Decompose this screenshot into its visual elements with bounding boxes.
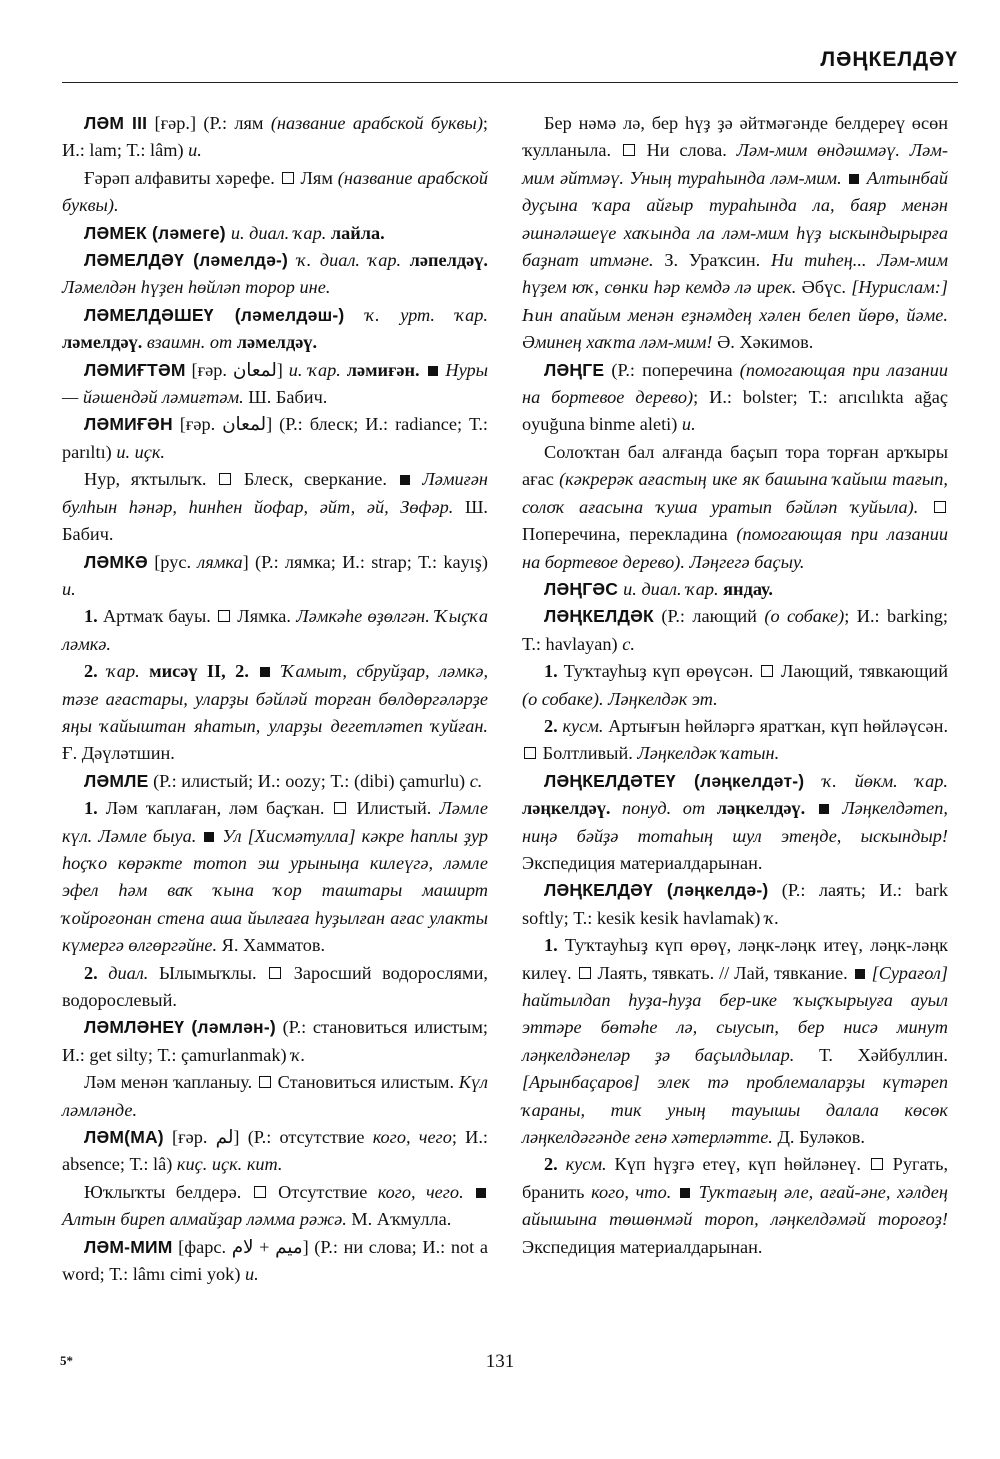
square-icon [282,172,294,184]
entry-lameldau: ЛӘМЕЛДӘҮ (ләмелдә-) ҡ. диал. ҡар. ләпелдәү. Ләмелдән һүҙен һөйләп торор ине. [62,250,488,298]
sense-1: 1. Туҡтауһыҙ күп өрөүсән. Лающий, тявкающий (о собаке). Ләңкелдәк эт. [522,661,948,709]
printer-signature: 5* [60,1353,73,1368]
square-icon [934,501,946,513]
entry-text: Ғәрәп алфавиты хәрефе. Лям (название арабской буквы). [62,167,488,216]
entry-langas: ЛӘҢГӘС и. диал. ҡар. яндау. [544,578,773,599]
sense-2: 2. кусм. Артығын һөйләргә яратҡан, күп һөйләүсән. Болтливый. Ләңкелдәк ҡатын. [522,713,948,768]
square-icon [761,665,773,677]
black-square-icon [819,804,829,814]
entry-langeldak: ЛӘҢКЕЛДӘК (Р.: лающий (о собаке); И.: barking; Т.: havlayan) с. [522,606,948,654]
black-square-icon [849,174,859,184]
sense-1: 1. Ләм ҡаплаған, ләм баҫҡан. Илистый. Ләмле күл. Ләмле быуа. Ул [Хисмәтулла] кәкре һаплы ҙур һоҫҡо көрәкте тотоп эш урыныңа килеүгә, ләмле эфел һәм ваҡ ҡына ҡор таштары маширт ҡойроғонан стена аша йылғаға һуҙылған ағас улакты күмергә өлгөргәйне. Я. Хамматов. [62,798,489,956]
square-icon [259,1076,271,1088]
header-rule [62,82,958,83]
square-icon [623,144,635,156]
entry-langeldateu: ЛӘҢКЕЛДӘТЕҮ (ләңкелдәт-) ҡ. йөкм. ҡар. ләңкелдәү. понуд. от ләңкелдәү. Ләңкелдәтеп, ниңә бәйҙә тотаһың шул этеңде, ыскындыр! Экспедиция материалдарынан. [522,770,948,873]
sense-2: 2. кусм. Күп һүҙгә етеү, күп һөйләнеү. Ругать, бранить кого, что. Туҡтағың әле, ағай-әне, хәлдең айышына төшөнмәй тороп, ләңкелдәмәй тороғоҙ! Экспедиция материалдарынан. [522,1154,949,1257]
sense-1: 1. Туҡтауһыҙ күп өрөү, ләңк-ләңк итеү, ләңк-ләңк килеү. Лаять, тявкать. // Лай, тявкание. [Сурағол] һайтылдап һуҙа-һуҙа бер-ике ҡыҫҡырыуға ауыл эттәре бөтәһе лә, сыусып, бер нисә минут ләңкелдәнеләр ҙә баҫылдылар. Т. Хәйбуллин. [Арынбаҫаров] элек тә проблемаларҙы күтәреп ҡараны, тик уның тауышы далала көсөк ләңкелдәгәнде генә хәтерләтте. Д. Буләков. [522,935,949,1148]
square-icon [219,473,231,485]
square-icon [254,1186,266,1198]
square-icon [269,967,281,979]
entry-text: Солоҡтан бал алғанда баҫып тора торған арҡыры ағас (кәкрерәк ағастың ике як башына ҡайыш тағып, солоҡ ағасына ҡуша уратып бәйләп ҡуйыла). Поперечина, перекладина (помогающая при лазании на бортевое дерево). Ләңгегә баҫыу. [522,441,948,572]
entry-text: Нур, яҡтылыҡ. Блеск, сверкание. Ләмиғән булһын һәнәр, һинһен йофар, әйт, әй, Зөфәр. Ш. Бабич. [62,469,488,545]
entry-lameldasheu: ЛӘМЕЛДӘШЕҮ (ләмелдәш-) ҡ. урт. ҡар. ләмелдәү. взаимн. от ләмелдәү. [62,304,488,353]
entry-text: Бер нәмә лә, бер һүҙ ҙә әйтмәгәнде белдереү өсөн ҡулланыла. Ни слова. Ләм-мим өндәшмәү. Ләм-мим әйтмәү. Уның тураһында ләм-мим. Алтынбай дуҫына ҡара айғыр тураһында ла, баяр менән әшнәләшеүе хаҡында ла ләм-мим һүҙ ыскындырырға баҙнат итмәне. З. Ураҡсин. Ни тиһең... Ләм-мим һүҙем юҡ, сөнки һәр кемдә лә ирек. Әбүс. [Нурислам:] Һин апайым менән еҙнәмдең хәлен белеп йөрө, йәме. Әминең хаҡта ләм-мим! Ә. Хәкимов. [522,113,948,353]
entry-lamigtam: ЛӘМИҒТӘМ [ғәр. لمعان] и. ҡар. ләмиғән. Нуры — йәшендәй ләмиғтәм. Ш. Бабич. [62,359,488,408]
entry-lamle: ЛӘМЛЕ (Р.: илистый; И.: oozy; Т.: (dibi) çamurlu) с. [84,770,483,791]
black-square-icon [476,1188,486,1198]
entry-lamigan: ЛӘМИҒӘН [ғәр. لمعان] (Р.: блеск; И.: radiance; Т.: parıltı) и. иҫк. [62,414,488,462]
running-head: ЛӘҢКЕЛДӘҮ [820,48,958,71]
square-icon [579,967,591,979]
right-column [522,110,948,1261]
entry-lamka: ЛӘМКӘ [рус. лямка] (Р.: лямка; И.: strap; Т.: kayış) и. [62,551,488,599]
square-icon [871,1158,883,1170]
sense-2: 2. диал. Ылымыҡлы. Заросший водорослями, водорослевый. [62,962,488,1010]
entry-text: Ләм менән ҡапланыу. Становиться илистым. Күл ләмләнде. [62,1072,488,1120]
black-square-icon [428,366,438,376]
entry-lam-3: ЛӘМ III [ғәр.] (Р.: лям (название арабской буквы); И.: lam; Т.: lâm) и. [62,113,488,161]
entry-lange: ЛӘҢГЕ (Р.: поперечина (помогающая при лазании на бортевое дерево); И.: bolster; Т.: arıcılıkta ağaç oyuğuna binme aleti) и. [522,359,948,435]
left-column [62,110,488,1288]
entry-lamma: ЛӘМ(МА) [ғәр. لم] (Р.: отсутствие кого, чего; И.: absence; Т.: lâ) киҫ. иҫк. кит. [62,1127,488,1175]
black-square-icon [400,475,410,485]
sense-2: 2. ҡар. мисәү II, 2. Ҡамыт, сбруйҙар, ләмкә, тәзе ағастары, уларҙы бәйләй торған бөлдөргәләрҙе яңы ҡайыштан яһатып, уларҙы дегетләтеп ҡуйған. Ғ. Дәүләтшин. [62,661,489,764]
entry-lamlaneu: ЛӘМЛӘНЕҮ (ләмлән-) (Р.: становиться илистым; И.: get silty; Т.: çamurlanmak) ҡ. [62,1017,488,1065]
black-square-icon [204,832,214,842]
entry-langeldau: ЛӘҢКЕЛДӘҮ (ләңкелдә-) (Р.: лаять; И.: bark softly; Т.: kesik kesik havlamak) ҡ. [522,880,948,928]
sense-1: 1. Артмаҡ бауы. Лямка. Ләмкәһе өҙөлгән. Ҡыҫҡа ләмкә. [62,606,489,654]
page-number: 131 [485,1351,515,1372]
entry-lamek: ЛӘМЕК (ләмеге) и. диал. ҡар. лайла. [84,222,385,243]
black-square-icon [260,667,270,677]
square-icon [218,610,230,622]
square-icon [524,747,536,759]
entry-lam-mim: ЛӘМ-МИМ [фарс. ميم + لام] (Р.: ни слова; И.: not a word; Т.: lâmı cimi yok) и. [62,1236,489,1285]
square-icon [334,802,346,814]
black-square-icon [855,969,865,979]
black-square-icon [680,1188,690,1198]
entry-text: Юҡлыҡты белдерә. Отсутствие кого, чего. Алтын биреп алмайҙар ләмма рәжә. М. Аҡмулла. [62,1179,488,1234]
